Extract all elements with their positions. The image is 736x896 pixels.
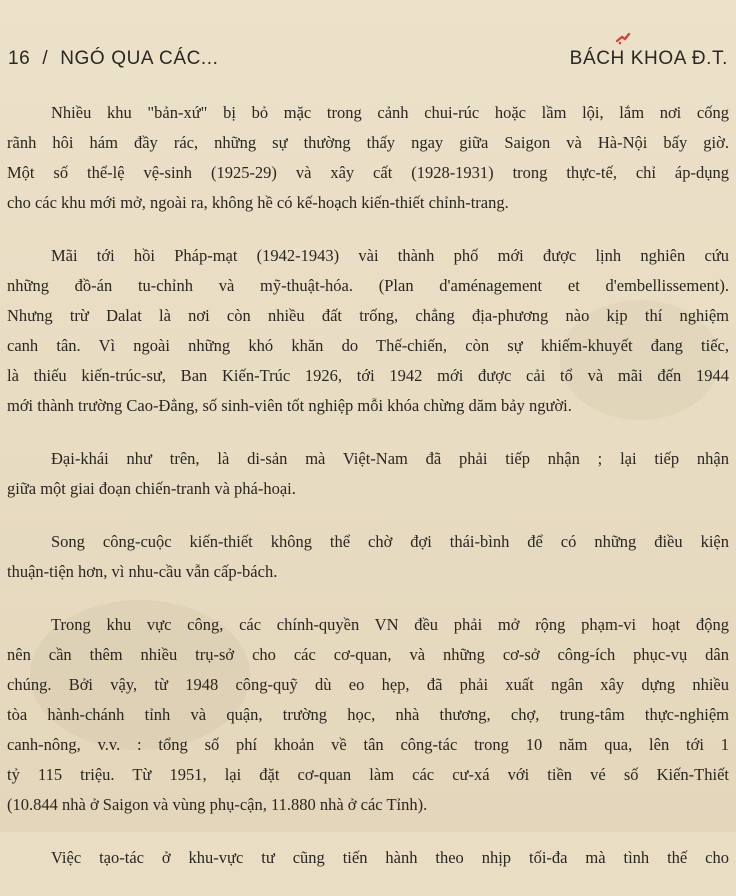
page-number: 16 — [8, 48, 31, 69]
text-line: thuận-tiện hơn, vì nhu-cầu vẫn cấp-bách. — [7, 562, 278, 581]
paragraph — [7, 241, 729, 421]
text-line: Đại-khái như trên, là di-sản mà Việt-Nam đã phải tiếp nhận ; lại tiếp nhận — [51, 449, 729, 468]
text-line: mới thành trường Cao-Đẳng, số sinh-viên tốt nghiệp mỗi khóa chừng dăm bảy người. — [7, 396, 572, 415]
text-line: chúng. Bởi vậy, từ 1948 công-quỹ dù eo hẹp, đã phải xuất ngân xây dựng nhiều — [7, 675, 729, 694]
text-line: rãnh hôi hám đầy rác, những sự thường thấy ngay giữa Saigon và Hà-Nội bấy giờ. — [7, 133, 729, 152]
text-line: nên cần thêm nhiều trụ-sở cho các cơ-quan, và những cơ-sở công-ích phục-vụ dân — [7, 645, 729, 664]
running-title: NGÓ QUA CÁC... — [60, 48, 219, 69]
red-ink-mark — [614, 31, 634, 47]
paragraph — [7, 444, 729, 504]
text-line: tỷ 115 triệu. Từ 1951, lại đặt cơ-quan làm các cư-xá với tiền vé số Kiến-Thiết — [7, 765, 729, 784]
text-line: Nhiều khu "bản-xứ" bị bỏ mặc trong cảnh chui-rúc hoặc lầm lội, lắm nơi cống — [51, 103, 729, 122]
text-line: canh tân. Vì ngoài những khó khăn do Thế-chiến, còn sự khiếm-khuyết đang tiếc, — [7, 336, 729, 355]
text-line: cho các khu mới mở, ngoài ra, không hề có kế-hoạch kiến-thiết chỉnh-trang. — [7, 193, 509, 212]
paragraph — [7, 98, 729, 218]
paragraph — [7, 527, 729, 587]
article-body — [7, 98, 729, 896]
journal-name: BÁCH KHOA Đ.T. — [569, 48, 728, 69]
text-line: tòa hành-chánh tỉnh và quận, trường học, nhà thương, chợ, trung-tâm thực-nghiệm — [7, 705, 729, 724]
text-line: Nhưng trừ Dalat là nơi còn nhiều đất trống, chẳng địa-phương nào kịp thí nghiệm — [7, 306, 729, 325]
paragraph — [7, 843, 729, 873]
text-line: canh-nông, v.v. : tổng số phí khoản về tân công-tác trong 10 năm qua, lên tới 1 — [7, 735, 729, 754]
page-header — [8, 48, 728, 76]
text-line: (10.844 nhà ở Saigon và vùng phụ-cận, 11.880 nhà ở các Tỉnh). — [7, 795, 428, 814]
text-line: giữa một giai đoạn chiến-tranh và phá-hoại. — [7, 479, 296, 498]
header-left — [8, 48, 219, 70]
header-separator: / — [42, 48, 49, 69]
paragraph — [7, 610, 729, 820]
text-line: Một số thể-lệ vệ-sinh (1925-29) và xây cất (1928-1931) trong thực-tế, chỉ áp-dụng — [7, 163, 729, 182]
text-line: Trong khu vực công, các chính-quyền VN đều phải mở rộng phạm-vi hoạt động — [51, 615, 729, 634]
text-line: Song công-cuộc kiến-thiết không thể chờ đợi thái-bình để có những điều kiện — [51, 532, 729, 551]
text-line: là thiếu kiến-trúc-sư, Ban Kiến-Trúc 1926, tới 1942 mới được cải tổ và mãi đến 1944 — [7, 366, 729, 385]
text-line: Mãi tới hồi Pháp-mạt (1942-1943) vài thành phố mới được lịnh nghiên cứu — [51, 246, 729, 265]
text-line: những đồ-án tu-chỉnh và mỹ-thuật-hóa. (Plan d'aménagement et d'embellissement). — [7, 276, 729, 295]
text-line: Việc tạo-tác ở khu-vực tư cũng tiến hành theo nhịp tối-đa mà tình thế cho — [51, 848, 729, 867]
